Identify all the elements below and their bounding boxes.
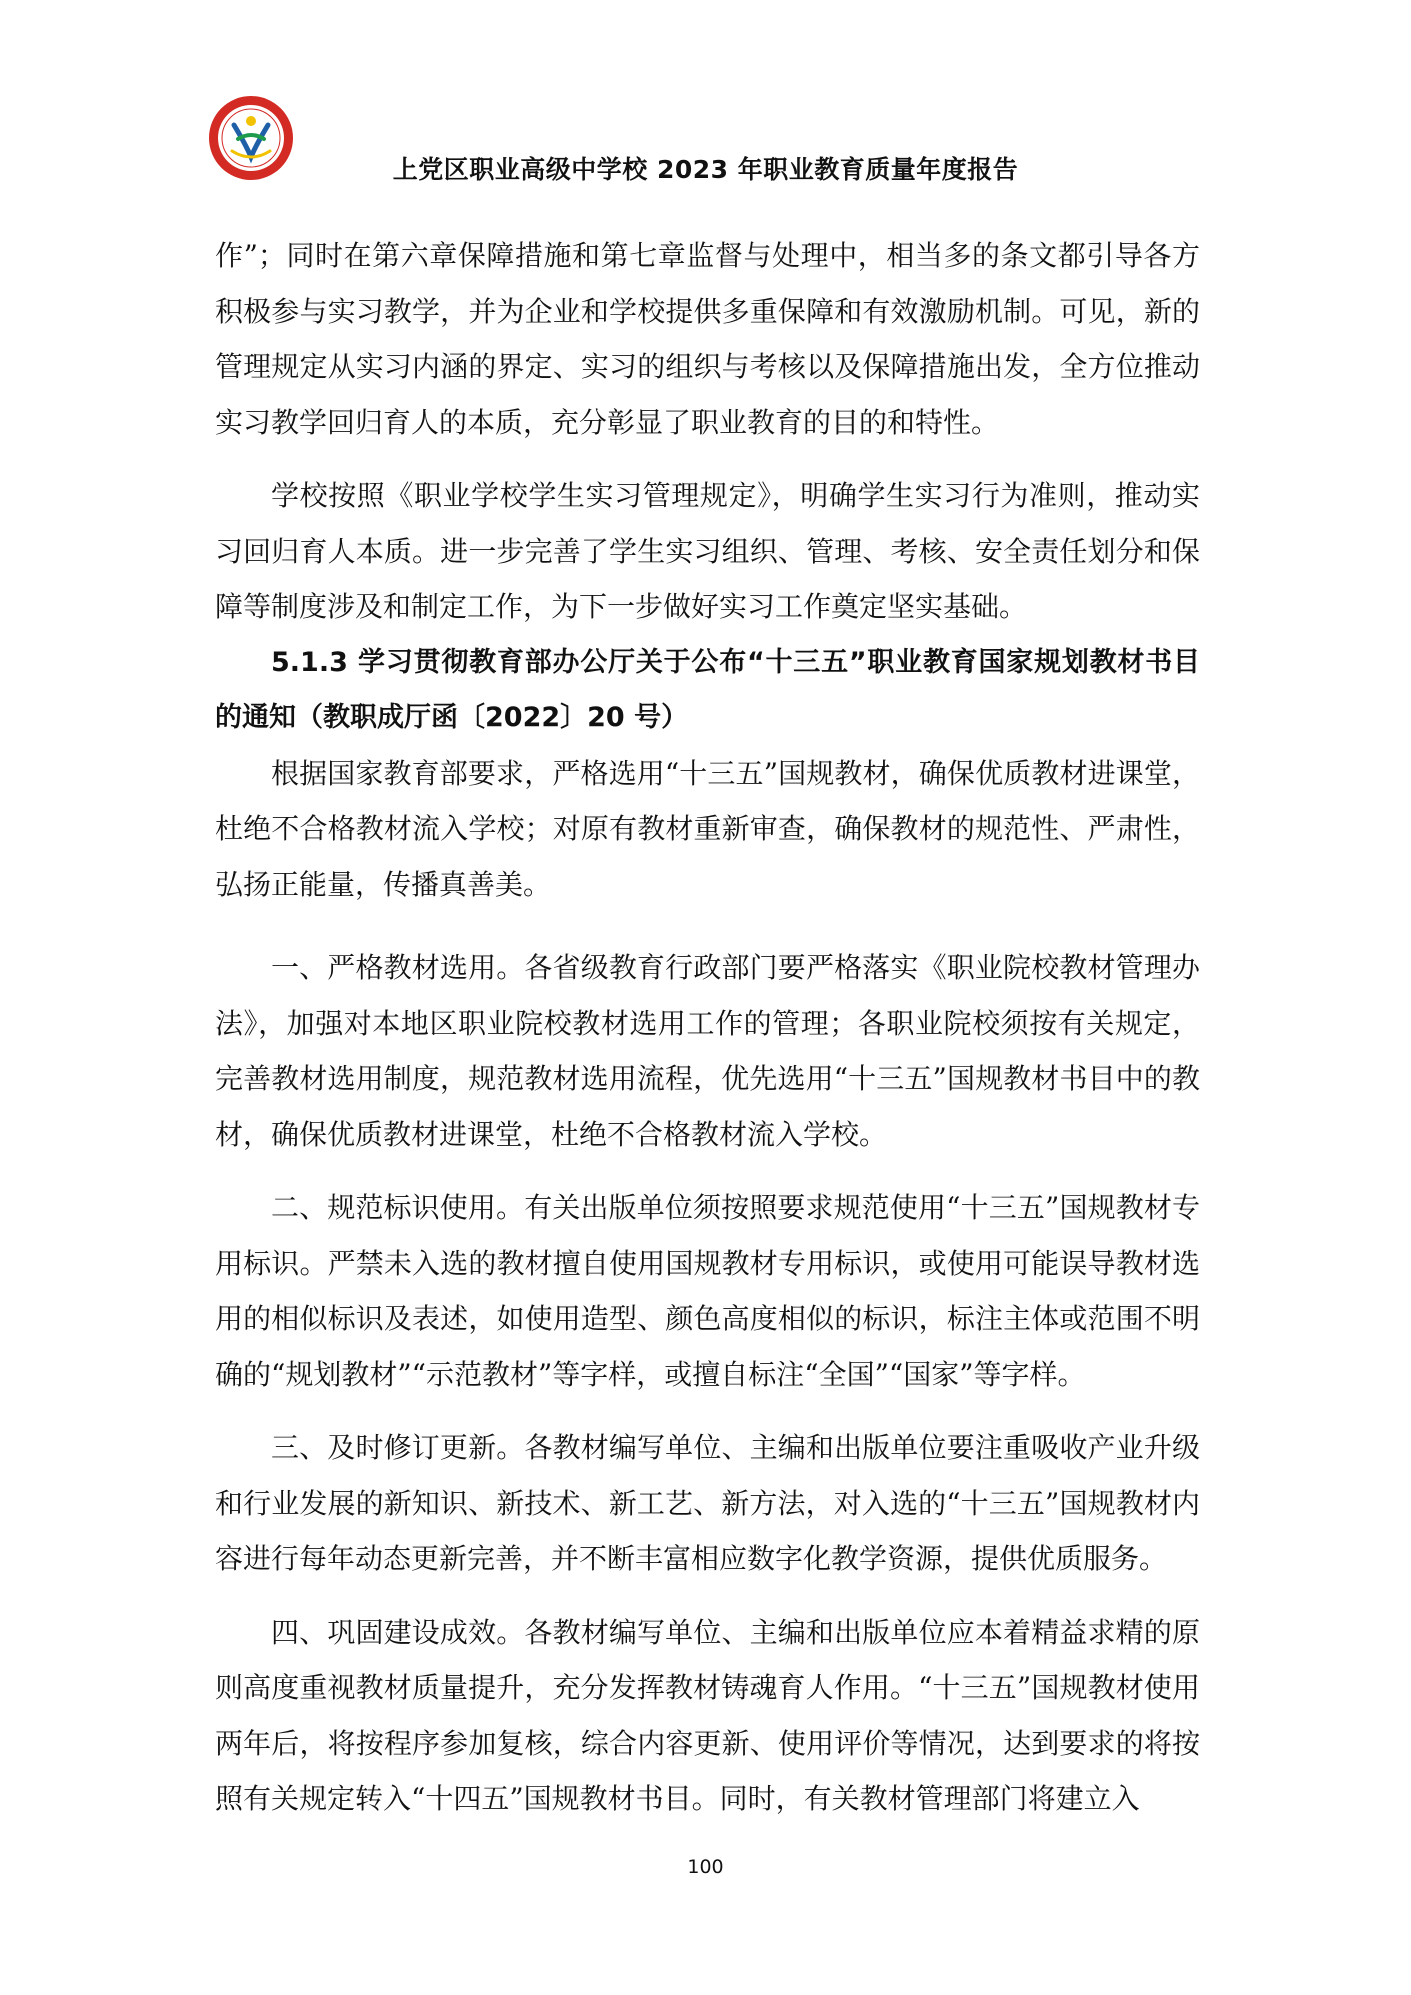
paragraph-5: 二、规范标识使用。有关出版单位须按照要求规范使用“十三五”国规教材专用标识。严禁未入选的教材擅自使用国规教材专用标识，或使用可能误导教材选用的相似标识及表述，如使用造型、颜色高度相似的标识，标注主体或范围不明确的“规划教材”“示范教材”等字样，或擅自标注“全国”“国家”等字样。 — [215, 1191, 1200, 1391]
page-number: 100 — [687, 1856, 724, 1878]
paragraph-6: 三、及时修订更新。各教材编写单位、主编和出版单位要注重吸收产业升级和行业发展的新知识、新技术、新工艺、新方法，对入选的“十三五”国规教材内容进行每年动态更新完善，并不断丰富相应数字化教学资源，提供优质服务。 — [215, 1431, 1200, 1575]
paragraph-2: 学校按照《职业学校学生实习管理规定》，明确学生实习行为准则，推动实习回归育人本质。进一步完善了学生实习组织、管理、考核、安全责任划分和保障等制度涉及和制定工作，为下一步做好实习工作奠定坚实基础。 — [215, 479, 1200, 623]
page-header — [0, 0, 1411, 215]
section-heading: 5.1.3 学习贯彻教育部办公厅关于公布“十三五”职业教育国家规划教材书目的通知（教职成厅函〔2022〕20 号） — [215, 646, 1200, 733]
report-title: 上党区职业高级中学校 2023 年职业教育质量年度报告 — [392, 155, 1019, 184]
paragraph-7: 四、巩固建设成效。各教材编写单位、主编和出版单位应本着精益求精的原则高度重视教材质量提升，充分发挥教材铸魂育人作用。“十三五”国规教材使用两年后，将按程序参加复核，综合内容更新、使用评价等情况，达到要求的将按照有关规定转入“十四五”国规教材书目。同时，有关教材管理部门将建立入 — [215, 1615, 1200, 1815]
paragraph-3: 根据国家教育部要求，严格选用“十三五”国规教材，确保优质教材进课堂，杜绝不合格教材流入学校；对原有教材重新审查，确保教材的规范性、严肃性，弘扬正能量，传播真善美。 — [215, 756, 1200, 901]
page-body — [215, 228, 1200, 1827]
paragraph-1: 作”；同时在第六章保障措施和第七章监督与处理中，相当多的条文都引导各方积极参与实习教学，并为企业和学校提供多重保障和有效激励机制。可见，新的管理规定从实习内涵的界定、实习的组织与考核以及保障措施出发，全方位推动实习教学回归育人的本质，充分彰显了职业教育的目的和特性。 — [215, 239, 1200, 439]
paragraph-4: 一、严格教材选用。各省级教育行政部门要严格落实《职业院校教材管理办法》，加强对本地区职业院校教材选用工作的管理；各职业院校须按有关规定，完善教材选用制度，规范教材选用流程，优先选用“十三五”国规教材书目中的教材，确保优质教材进课堂，杜绝不合格教材流入学校。 — [215, 951, 1200, 1151]
